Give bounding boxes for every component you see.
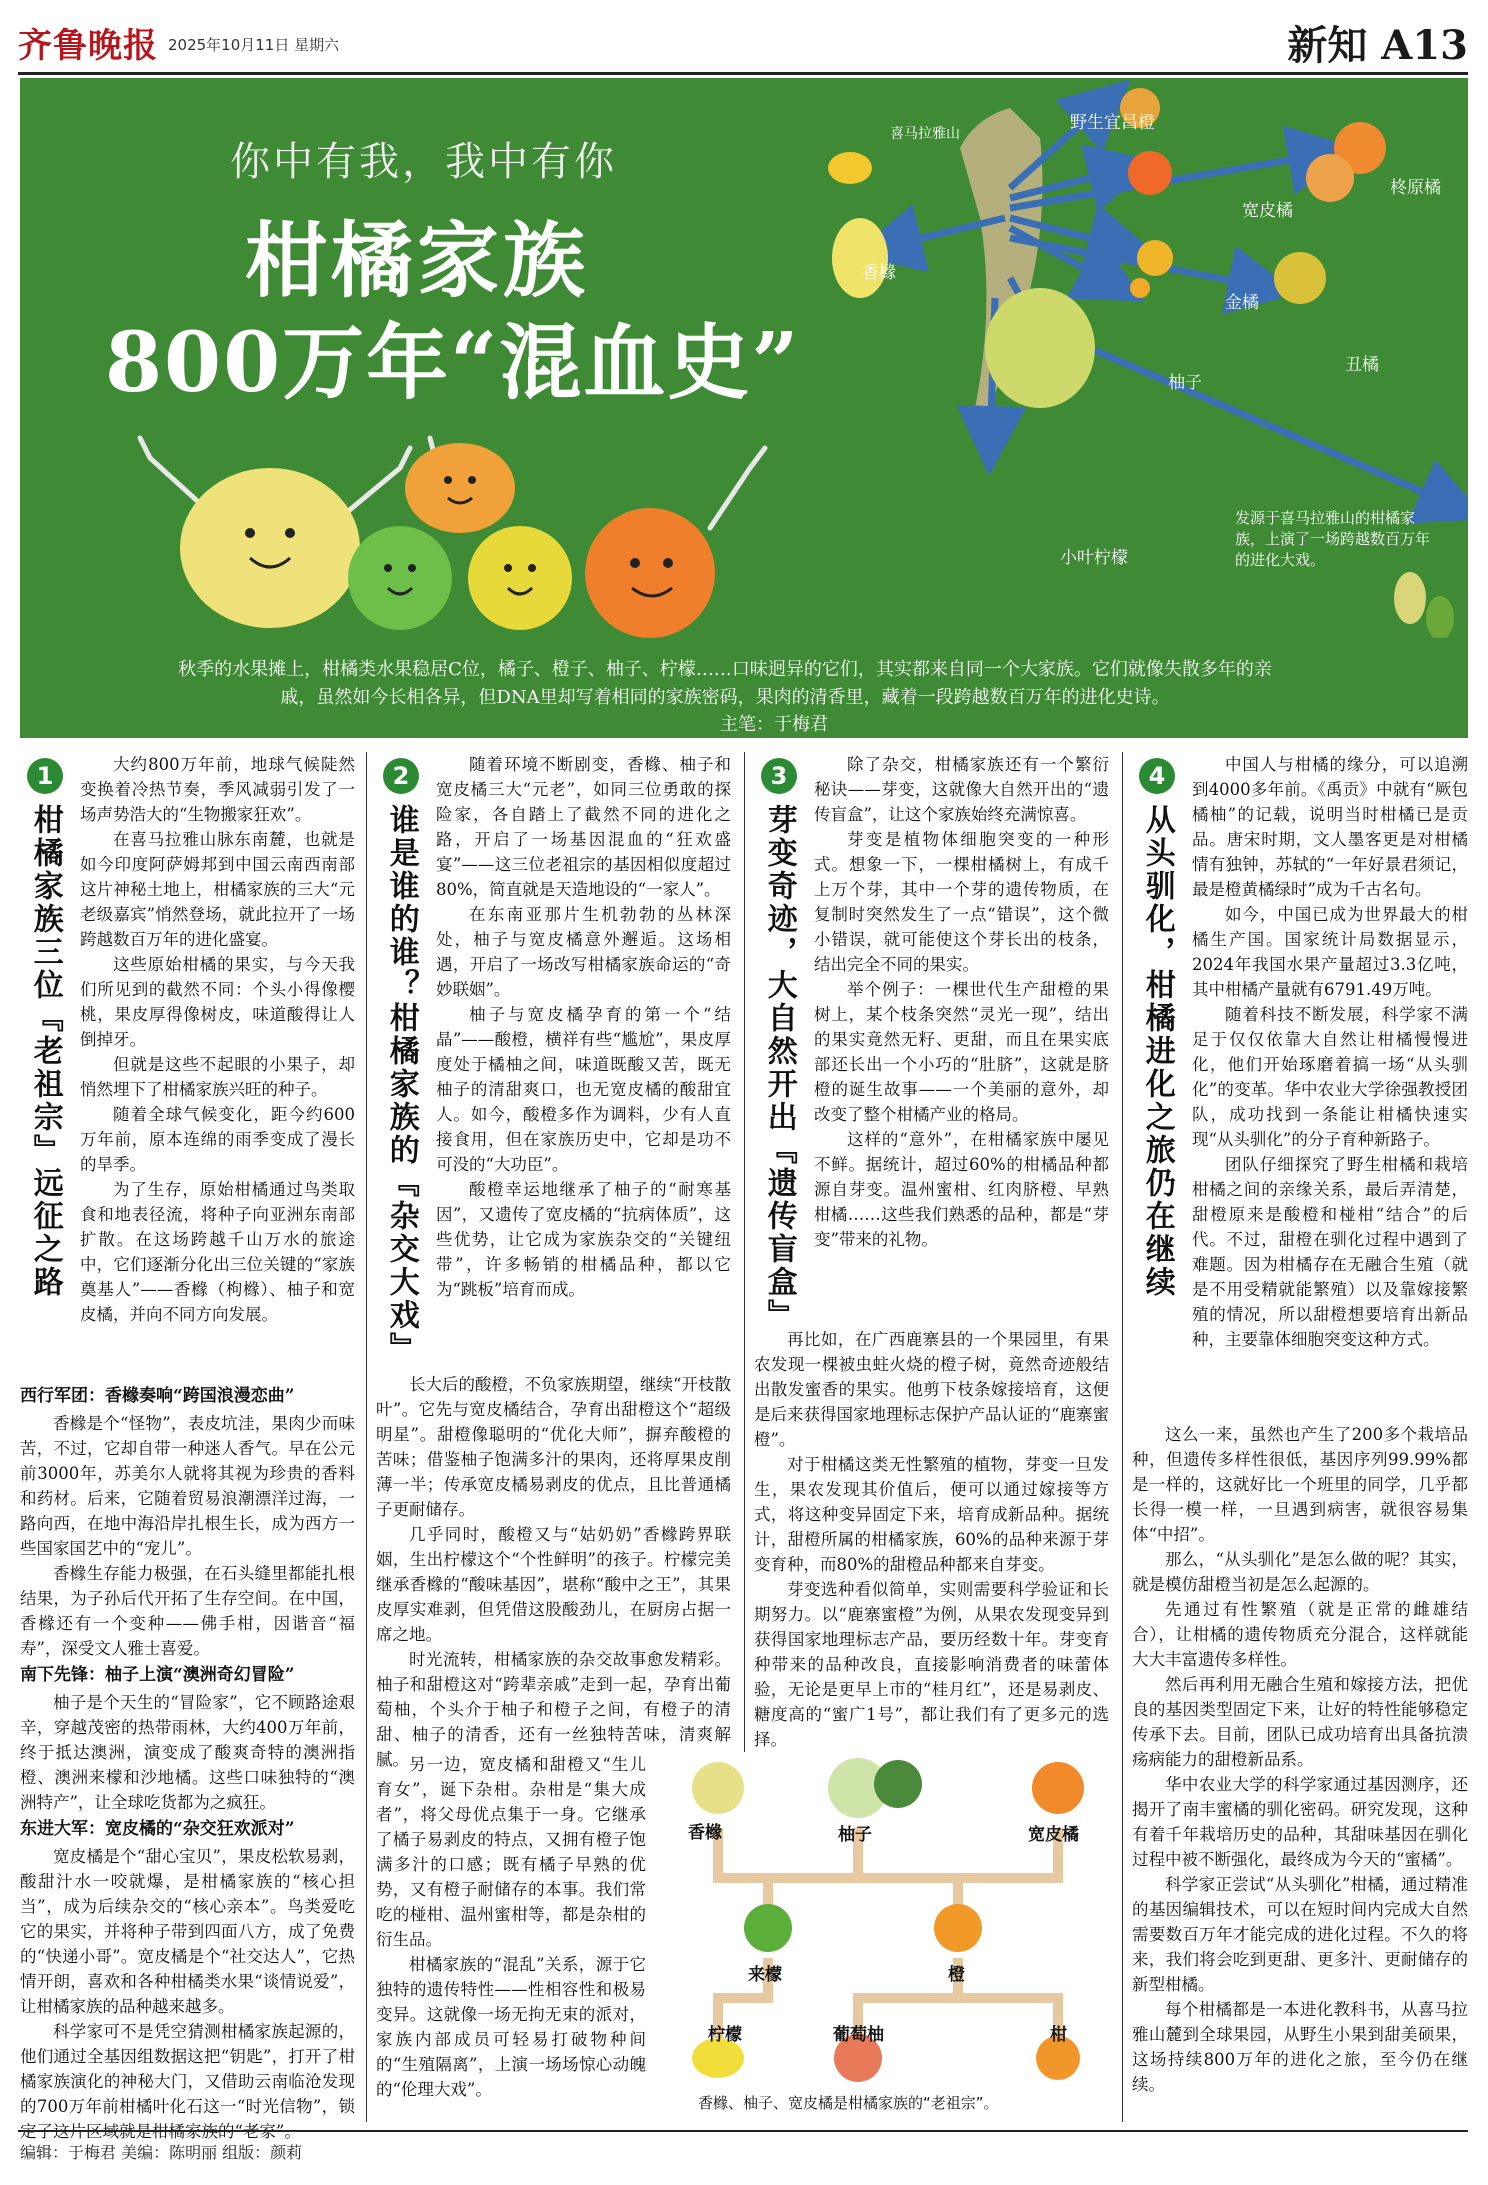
figure-caption: 香橼、柚子、宽皮橘是柑橘家族的“老祖宗”。 xyxy=(698,2094,999,2112)
section-body-top xyxy=(80,752,355,1327)
paragraph: 华中农业大学的科学家通过基因测序，还揭开了南丰蜜橘的驯化密码。研究发现，这种有着千年栽培历史的品种，其甜味基因在驯化过程中被不断强化，最终成为今天的“蜜橘”。 xyxy=(1132,1775,1468,1869)
citrus-family-tree-figure xyxy=(658,1758,1108,2118)
issue-date: 2025年10月11日 星期六 xyxy=(168,36,340,54)
column-divider xyxy=(1122,752,1123,2122)
label-chou: 丑橘 xyxy=(1345,355,1379,375)
label-citron: 香橼 xyxy=(862,263,896,283)
label-grapefruit: 葡萄柚 xyxy=(833,2025,884,2045)
label-himalaya: 喜马拉雅山 xyxy=(890,126,960,142)
paragraph: 先通过有性繁殖（就是正常的雌雄结合），让柑橘的遗传物质充分混合，这样就能大大丰富遗传多样性。 xyxy=(1132,1600,1468,1669)
section-body-bottom xyxy=(754,1327,1109,1752)
paragraph: 但就是这些不起眼的小果子，却悄然埋下了柑橘家族兴旺的种子。 xyxy=(80,1055,355,1099)
label-tangor: 柑 xyxy=(1050,2025,1067,2045)
paragraph: 如今，中国已成为世界最大的柑橘生产国。国家统计局数据显示，2024年我国水果产量超过3.3亿吨，其中柑橘产量就有6791.49万吨。 xyxy=(1192,905,1468,999)
section-body-top xyxy=(1192,752,1468,1352)
masthead xyxy=(18,14,1468,70)
section-title: 从头驯化，柑橘进化之旅仍在继续 xyxy=(1139,804,1175,1299)
paragraph: 芽变是植物体细胞突变的一种形式。想象一下，一棵柑橘树上，有成千上万个芽，其中一个芽的遗传物质，在复制时突然发生了一点“错误”，这个微小错误，就可能使这个芽长出的枝条，结出完全不同的果实。 xyxy=(814,830,1109,974)
paragraph: 柚子与宽皮橘孕育的第一个“结晶”——酸橙，横祥有些“尴尬”，果皮厚度处于橘柚之间，味道既酸又苦，既无柚子的清甜爽口，也无宽皮橘的酸甜宜人。如今，酸橙多作为调料，少有人直接食用，但在家族历史中，它却是功不可没的“大功臣”。 xyxy=(436,1005,731,1174)
paragraph: 团队仔细探究了野生柑橘和栽培柑橘之间的亲缘关系，最后弄清楚，甜橙原来是酸橙和椪柑“结合”的后代。不过，甜橙在驯化过程中遇到了难题。因为柑橘存在无融合生殖（就是不用受精就能繁殖）以及靠嫁接繁殖的情况，所以甜橙想要培育出新品种，主要靠体细胞突变这种方式。 xyxy=(1192,1155,1468,1349)
banner-author: 主笔：于梅君 xyxy=(720,714,828,735)
section-title: 柑橘家族三位『老祖宗』远征之路 xyxy=(27,804,63,1299)
paragraph: 科学家可不是凭空猜测柑橘家族起源的，他们通过全基因组数据这把“钥匙”，打开了柑橘家族演化的神秘大门，又借助云南临沧发现的700万年前柑橘叶化石这一“时光信物”，锁 xyxy=(20,2022,355,2116)
paragraph: 再比如，在广西鹿寨县的一个果园里，有果农发现一棵被虫蛀火烧的橙子树，竟然奇迹般结出散发蜜香的果实。他剪下枝条嫁接培育，这便是后来获得国家地理标志保护产品认证的“鹿寨蜜橙”。 xyxy=(754,1330,1109,1449)
paragraph: 这么一来，虽然也产生了200多个栽培品种，但遗传多样性很低，基因序列99.99%都是一样的，这就好比一个班里的同学，几乎都长得一模一样，一旦遇到病害，就很容易集体“中招”。 xyxy=(1132,1425,1468,1544)
paragraph: 时光流转，柑橘家族的杂交故事愈发精彩。柚子和甜橙这对“跨辈亲戚”走到一起，孕育出葡萄柚，个头介于柚子和橙子之间，有橙子的清甜、柚子的清香，还有一丝独特苦味，清爽解腻。 xyxy=(376,1650,731,1769)
paragraph: 柚子是个天生的“冒险家”，它不顾路途艰辛，穿越茂密的热带雨林，大约400万年前，终于抵达澳洲，演变成了酸爽奇特的澳洲指橙、澳洲来檬和沙地橘。这些口味独特的“澳洲特产”，让全球吃货都为之疯狂。 xyxy=(20,1693,355,1812)
label-lemon: 柠檬 xyxy=(708,2025,742,2045)
section-body-top xyxy=(436,752,731,1302)
banner-lead: 秋季的水果摊上，柑橘类水果稳居C位，橘子、橙子、柚子、柠檬……口味迥异的它们，其实都来自同一个大家族。它们就像失散多年的亲戚，虽然如今长相各异，但DNA里却写着相同的家族密码，果肉的清香里，藏着一段跨越数百万年的进化史诗。 xyxy=(178,659,1272,708)
banner-title-line1: 柑橘家族 xyxy=(245,213,590,309)
label-pummelo: 柚子 xyxy=(838,1825,872,1845)
label-small-lime: 小叶柠檬 xyxy=(1060,548,1128,568)
paragraph: 大约800万年前，地球气候陡然变换着冷热节奏，季风减弱引发了一场声势浩大的“生物搬家狂欢”。 xyxy=(80,755,355,824)
label-mandarin: 宽皮橘 xyxy=(1242,201,1293,221)
label-pummelo: 柚子 xyxy=(1168,373,1202,393)
section-body-narrow xyxy=(376,1752,646,2102)
paragraph: 宽皮橘是个“甜心宝贝”，果皮松软易剥，酸甜汁水一咬就爆，是柑橘家族的“核心担当”，成为后续杂交的“核心亲本”。鸟类爱吃它的果实，并将种子带到四面八方，成了免费的“快递小哥”。宽皮橘是个“社交达人”，它热情开朗，喜欢和各种柑橘类水果“谈情说爱”，让柑橘家族的品种越来越多。 xyxy=(20,1847,355,2016)
section-number: 3 xyxy=(761,758,797,794)
paragraph: 在喜马拉雅山脉东南麓，也就是如今印度阿萨姆邦到中国云南西南部这片神秘土地上，柑橘家族的三大“元老级嘉宾”悄然登场，就此拉开了一场跨越数百万年的进化盛宴。 xyxy=(80,830,355,949)
paragraph: 随着全球气候变化，距今约600万年前，原本连绵的雨季变成了漫长的旱季。 xyxy=(80,1105,355,1174)
paragraph: 在东南亚那片生机勃勃的丛林深处，柚子与宽皮橘意外邂逅。这场相遇，开启了一场改写柑橘家族命运的“奇妙联姻”。 xyxy=(436,905,731,999)
hero-banner xyxy=(20,78,1468,738)
section-head-4 xyxy=(1134,758,1180,1299)
paragraph: 每个柑橘都是一本进化教科书，从喜马拉雅山麓到全球果园，从野生小果到甜美硕果，这场持续800万年的进化之旅，至今仍在继续。 xyxy=(1132,2000,1468,2094)
column-divider xyxy=(366,752,367,2122)
label-citron: 香橼 xyxy=(688,1823,722,1843)
paragraph: 香橼是个“怪物”，表皮坑洼，果肉少而味苦，不过，它却自带一种迷人香气。早在公元前3000年，苏美尔人就将其视为珍贵的香料和药材。后来，它随着贸易浪潮漂洋过海，一路向西，在地中海沿岸扎根生长，成为西方一些国家国艺中的“宠儿”。 xyxy=(20,1414,355,1558)
paragraph: 随着科技不断发展，科学家不满足于仅仅依靠大自然让柑橘慢慢进化，他们开始琢磨着搞一场“从头驯化”的变革。华中农业大学徐强教授团队，成功找到一条能让柑橘快速实现“从头驯化”的分子育种新路子。 xyxy=(1192,1005,1468,1149)
label-lime: 来檬 xyxy=(748,1965,782,1985)
paragraph: 除了杂交，柑橘家族还有一个繁衍秘诀——芽变，这就像大自然开出的“遗传盲盒”，让这个家族始终充满惊喜。 xyxy=(814,755,1109,824)
footer-rule xyxy=(18,2130,1468,2132)
cartoon-citrus-illustration xyxy=(110,398,830,648)
paragraph: 酸橙幸运地继承了柚子的“耐寒基因”，又遗传了宽皮橘的“抗病体质”，这些优势，让它成为家族杂交的“关键纽带”，许多畅销的柑橘品种，都以它为“跳板”培育而成。 xyxy=(436,1180,731,1299)
paragraph: 这些原始柑橘的果实，与今天我们所见到的截然不同：个头小得像樱桃，果皮厚得像树皮，味道酸得让人倒掉牙。 xyxy=(80,955,355,1049)
section-head-3 xyxy=(756,758,802,1332)
label-orange: 橙 xyxy=(948,1965,965,1985)
paragraph: 然后再利用无融合生殖和嫁接方法，把优良的基因类型固定下来，让好的特性能够稳定传承下去。目前，团队已成功培育出具备抗溃疡病能力的甜橙新品系。 xyxy=(1132,1675,1468,1769)
section-title: 谁是谁的谁？柑橘家族的『杂交大戏』 xyxy=(383,804,419,1365)
newspaper-logo: 齐鲁晚报 xyxy=(18,26,158,66)
paragraph: 随着环境不断剧变，香橼、柚子和宽皮橘三大“元老”，如同三位勇敢的探险家，各自踏上了截然不同的进化之路，开启了一场基因混血的“狂欢盛宴”——这三位老祖宗的基因相似度超过80%，简直就是天造地设的“一家人”。 xyxy=(436,755,731,899)
section-label: 新知 A13 xyxy=(1287,22,1468,69)
section-body-bottom xyxy=(1132,1422,1468,2097)
map-caption: 发源于喜马拉雅山的柑橘家族，上演了一场跨越数百万年的进化大戏。 xyxy=(1235,509,1431,569)
paragraph: 举个例子：一棵世代生产甜橙的果树上，某个枝条突然“灵光一现”，结出的果实竟然无籽、更甜，而且在果实底部还长出一个小巧的“肚脐”，这就是脐橙的诞生故事——一个美丽的意外，却改变了整个柑橘产业的格局。 xyxy=(814,980,1109,1124)
section-number: 4 xyxy=(1139,758,1175,794)
paragraph: 科学家正尝试“从头驯化”柑橘，通过精准的基因编辑技术，可以在短时间内完成大自然需要数百万年才能完成的进化过程。不久的将来，我们将会吃到更甜、更多汁、更耐储存的新型柑橘。 xyxy=(1132,1875,1468,1994)
subheading: 南下先锋：柚子上演“澳洲奇幻冒险” xyxy=(20,1665,295,1685)
label-tachibana: 柊原橘 xyxy=(1390,178,1441,198)
section-head-2 xyxy=(378,758,424,1365)
label-mandarin: 宽皮橘 xyxy=(1028,1825,1079,1845)
paragraph: 柑橘家族的“混乱”关系，源于它独特的遗传特性——性相容性和极易变异。这就像一场无拘无束的派对，家族内部成员可轻易打破物种间的“生殖隔离”，上演一场场惊心动魄的“伦理大戏”。 xyxy=(376,1955,646,2099)
paragraph: 那么，“从头驯化”是怎么做的呢？其实，就是模仿甜橙当初是怎么起源的。 xyxy=(1132,1550,1468,1594)
column-divider xyxy=(744,752,745,1752)
section-head-1 xyxy=(22,758,68,1299)
section-number: 2 xyxy=(383,758,419,794)
label-kumquat: 金橘 xyxy=(1225,293,1259,313)
paragraph: 长大后的酸橙，不负家族期望，继续“开枝散叶”。它先与宽皮橘结合，孕育出甜橙这个“超级明星”。甜橙像聪明的“优化大师”，摒弃酸橙的苦味；借鉴柚子饱满多汁的果肉，还将厚果皮削薄一半；传承宽皮橘易剥皮的优点，且比普通橘子更耐储存。 xyxy=(376,1375,731,1519)
paragraph: 对于柑橘这类无性繁殖的植物，芽变一旦发生，果农发现其价值后，便可以通过嫁接等方式，将这种变异固定下来，培育成新品种。据统计，甜橙所属的柑橘家族，60%的品种来源于芽变育种，而80%的甜橙品种都来自芽变。 xyxy=(754,1455,1109,1574)
section-body-bottom xyxy=(376,1372,731,1772)
paragraph: 芽变选种看似简单，实则需要科学验证和长期努力。以“鹿寨蜜橙”为例，从果农发现变异到获得国家地理标志产品，要历经数十年。芽变育种带来的品种改良，直接影响消费者的味蕾体验，无论是更早上市的“桂月红”，还是易剥皮、糖度高的“蜜广1号”，都让我们有了更多元的选择。 xyxy=(754,1580,1109,1749)
banner-title-line2: 800万年“混血史” xyxy=(105,315,801,411)
label-wild-yichang: 野生宜昌橙 xyxy=(1070,113,1155,133)
section-body-top xyxy=(814,752,1109,1252)
paragraph: 中国人与柑橘的缘分，可以追溯到4000多年前。《禹贡》中就有“厥包橘柚”的记载，说明当时柑橘已是贡品。唐宋时期，文人墨客更是对柑橘情有独钟，苏轼的“一年好景君须记，最是橙黄橘绿时”成为千古名句。 xyxy=(1192,755,1468,899)
article-column-4 xyxy=(1132,752,1468,2122)
section-title: 芽变奇迹，大自然开出『遗传盲盒』 xyxy=(761,804,797,1332)
footer-credits: 编辑：于梅君 美编：陈明丽 组版：颜莉 xyxy=(20,2143,303,2162)
paragraph: 另一边，宽皮橘和甜橙又“生儿育女”，诞下杂柑。杂柑是“集大成者”，将父母优点集于一身。它继承了橘子易剥皮的特点，又拥有橙子饱满多汁的口感；既有橘子早熟的优势，又有橙子耐储存的本事。我们常吃的椪柑、温州蜜柑等，都是杂柑的衍生品。 xyxy=(376,1755,646,1949)
subheading: 东进大军：宽皮橘的“杂交狂欢派对” xyxy=(20,1819,295,1839)
section-body-bottom xyxy=(20,1382,355,2144)
section-number: 1 xyxy=(27,758,63,794)
paragraph: 几乎同时，酸橙又与“姑奶奶”香橼跨界联姻，生出柠檬这个“个性鲜明”的孩子。柠檬完美继承香橼的“酸味基因”，堪称“酸中之王”，其果皮厚实难剥，但凭借这股酸劲儿，在厨房占据一席之地。 xyxy=(376,1525,731,1644)
header-rule xyxy=(18,72,1468,75)
article-column-1 xyxy=(20,752,355,2122)
subheading: 西行军团：香橼奏响“跨国浪漫恋曲” xyxy=(20,1386,295,1406)
banner-subtitle: 你中有我，我中有你 xyxy=(230,139,617,185)
paragraph: 这样的“意外”，在柑橘家族中屡见不鲜。据统计，超过60%的柑橘品种都源自芽变。温州蜜柑、红肉脐橙、早熟柑橘……这些我们熟悉的品种，都是“芽变”带来的礼物。 xyxy=(814,1130,1109,1249)
paragraph: 香橼生存能力极强，在石头缝里都能扎根结果，为子孙后代开拓了生存空间。在中国，香橼还有一个变种——佛手柑，因谐音“福寿”，深受文人雅士喜爱。 xyxy=(20,1564,355,1658)
paragraph: 为了生存，原始柑橘通过鸟类取食和地表径流，将种子向亚洲东南部扩散。在这场跨越千山万水的旅途中，它们逐渐分化出三位关键的“家族奠基人”——香橼（枸橼）、柚子和宽皮橘，并向不同方向发展。 xyxy=(80,1180,355,1324)
